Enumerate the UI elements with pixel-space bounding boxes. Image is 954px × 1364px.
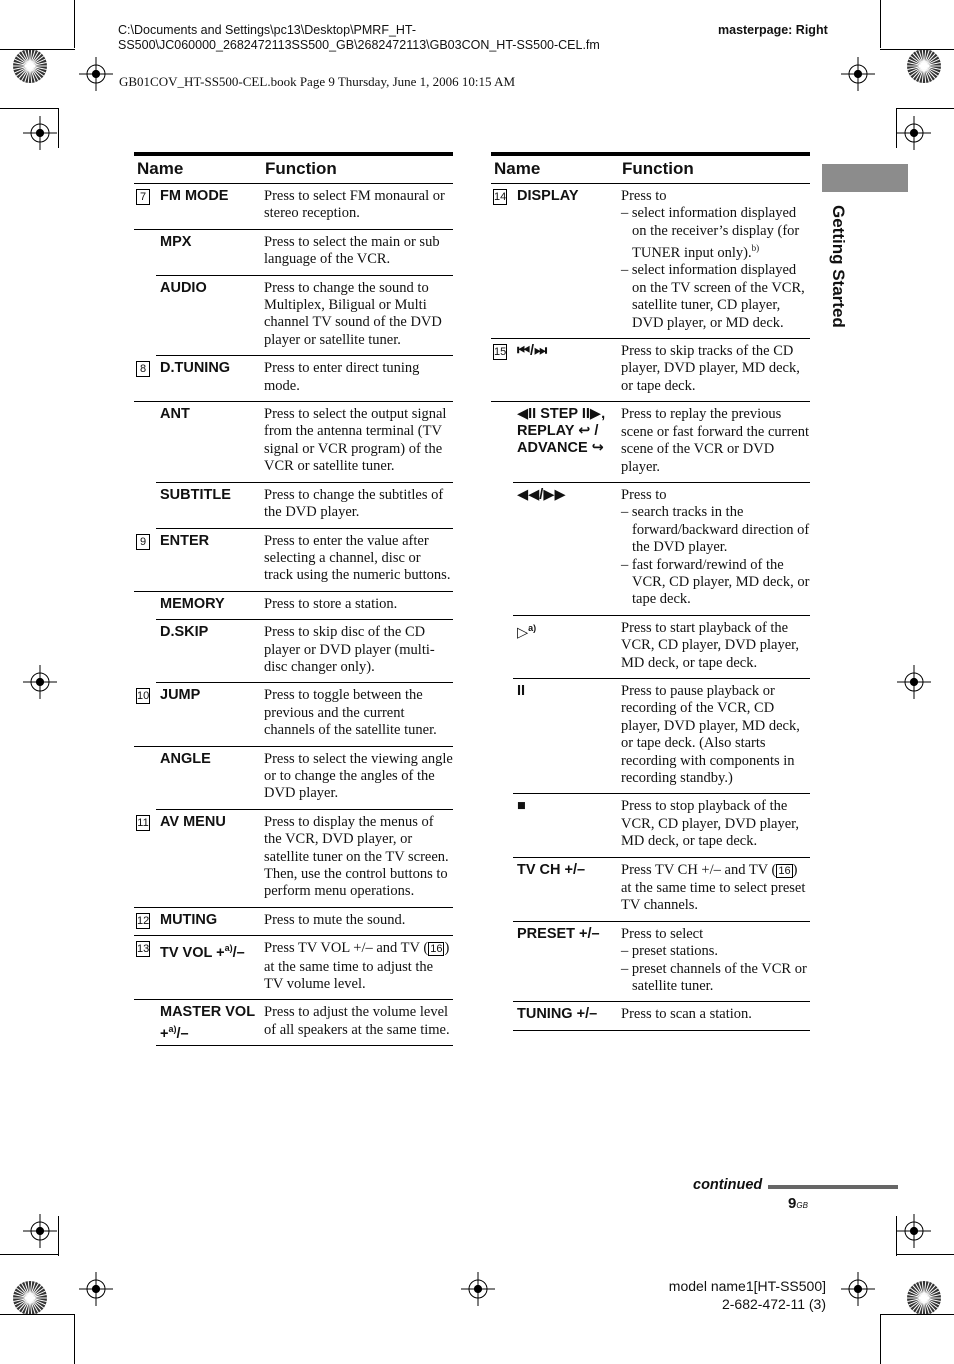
table-row [134,356,453,402]
button-function: Press to select the output signal from the antenna terminal (TV signal or VCR program) of the VCR or satellite tuner. [264,406,447,475]
button-name: TV VOL +$^{a)}$/– [160,943,245,962]
table-row [156,230,453,276]
crop-line [0,49,75,50]
registration-mark-icon [23,1214,57,1248]
table-row [513,1002,810,1030]
color-bar-mark-icon [13,49,47,83]
registration-mark-icon [841,1272,875,1306]
table-row [156,402,453,483]
page-number-value: 9 [788,1195,797,1212]
crop-line [880,1314,881,1364]
header-function: Function [265,159,337,178]
page-number [788,1195,808,1212]
button-function: Press to change the subtitles of the DVD player. [264,486,444,521]
button-name: AV MENU [160,813,226,830]
registration-mark-icon [897,1214,931,1248]
button-function: Press to enter direct tuning mode. [264,360,420,394]
button-function: Press to pause playback or recording of the VCR, CD player, DVD player, MD deck, or tape deck. (Also starts recording with components in recording standby.) [621,682,800,787]
continued-label: continued [693,1177,763,1193]
button-function: Press to select the main or sub language of the VCR. [264,233,440,268]
button-name: DISPLAY [517,188,579,204]
crop-line [58,1216,59,1256]
table-row [513,483,810,616]
page-number-suffix: GB [796,1201,808,1210]
table-row [134,908,453,936]
table-row [513,402,810,483]
table-row [513,679,810,794]
crop-line [58,108,59,148]
button-function: Press to stop playback of the VCR, CD player, DVD player, MD deck, or tape deck. [621,798,800,850]
table-row [513,794,810,857]
button-function: Press to select the viewing angle or to change the angles of the DVD player. [264,750,453,802]
left-function-table [134,152,453,1046]
model-code: 2-682-472-11 (3) [721,1296,826,1312]
crop-line [0,1254,58,1255]
button-ref: 16 [430,943,443,956]
item-number: 11 [137,816,149,829]
table-row [156,483,453,529]
button-function: Press to change the sound to Multiplex, Biligual or Multi channel TV sound of the DVD player or satellite tuner. [264,279,442,348]
button-function: Press to display the menus of the VCR, DVD player, or satellite tuner on the TV screen. Then, use the control buttons to perform menu operations. [264,813,449,900]
item-number: 15 [494,346,507,359]
table-row [491,184,810,339]
book-info-line: GB01COV_HT-SS500-CEL.book Page 9 Thursday, June 1, 2006 10:15 AM [119,74,516,89]
crop-line [896,108,954,109]
table-row [513,616,810,679]
button-name: MUTING [160,911,218,928]
registration-mark-icon [461,1272,495,1306]
button-function: Press to enter the value after selecting a channel, disc or track using the numeric buttons. [264,532,451,584]
crop-line [880,1314,954,1315]
button-name: ■ [517,798,526,815]
button-name: TUNING +/– [517,1006,598,1023]
button-function: Press to select FM monaural or stereo reception. [264,188,445,222]
button-function: Press TV VOL +/– and TV ( 16 ) at the same time to adjust the TV volume level. [264,940,450,993]
table-row [156,592,453,620]
model-name: model name1[HT-SS500] [668,1278,826,1294]
button-name: JUMP [160,687,201,704]
button-function: Press to adjust the volume level of all speakers at the same time. [264,1004,450,1038]
button-name: AUDIO [160,279,207,296]
table-row [134,936,453,1000]
table-row [491,339,810,402]
table-row [513,858,810,922]
table-row [156,1000,453,1046]
item-number: 7 [136,189,150,205]
registration-mark-icon [79,57,113,91]
button-function: Press to scan a station. [621,1006,752,1023]
table-row [156,276,453,357]
file-path: C:\Documents and Settings\pc13\Desktop\PMRF_HT-SS500\JC060000_2682472113SS500_GB\2682472113\GB03CON_HT-SS500-CEL.fm [118,23,600,52]
crop-line [74,1314,75,1364]
button-name: MEMORY [160,595,225,612]
button-name: ⏮/⏭ [517,343,548,360]
button-name: D.TUNING [160,360,231,377]
crop-line [896,1216,897,1256]
header-function: Function [622,159,694,178]
item-number: 8 [136,361,150,377]
table-row [134,810,453,908]
crop-line [0,108,58,109]
button-function: Press to skip tracks of the CD player, DVD player, MD deck, or tape deck. [621,343,800,394]
button-function: Press to – search tracks in the forward/backward direction of the DVD player. – fast forward/rewind of the VCR, CD player, MD deck, or tape deck. [621,486,810,608]
button-name: ◀II STEP II▶, REPLAY ↩ / ADVANCE ↪ [517,406,606,457]
button-function: Press to mute the sound. [264,911,406,928]
button-name: MASTER VOL +$^{a)}$/– [160,1004,255,1043]
crop-line [880,49,954,50]
table-row [156,747,453,810]
button-name: II [517,682,526,699]
table-row [156,620,453,683]
button-function: Press to – select information displayed on the receiver’s display (for TUNER input only).$^{b)}$ – select information displayed on the TV screen of the VCR, satellite tuner, CD player, DVD player, or MD deck. [621,188,805,331]
registration-mark-icon [23,665,57,699]
crop-line [0,1314,75,1315]
button-function: Press to toggle between the previous and the current channels of the satellite tuner. [264,687,437,739]
button-name: TV CH +/– [517,861,586,878]
table-row [134,184,453,230]
item-number: 12 [137,914,150,927]
button-ref: 16 [778,864,791,877]
button-function: Press to store a station. [264,595,398,612]
color-bar-mark-icon [907,49,941,83]
button-name: ◀◀/▶▶ [517,486,566,503]
registration-mark-icon [79,1272,113,1306]
button-function: Press to select – preset stations. – preset channels of the VCR or satellite tuner. [621,925,807,995]
header-name: Name [494,159,541,178]
button-name: FM MODE [160,188,229,204]
crop-line [880,0,881,48]
continued-bar [768,1185,898,1189]
button-function: Press TV CH +/– and TV ( 16 ) at the same time to select preset TV channels. [621,861,806,914]
table-header [134,152,453,184]
button-name: SUBTITLE [160,486,231,503]
item-number: 14 [494,191,507,203]
item-number: 9 [136,534,150,550]
button-function: Press to replay the previous scene or fast forward the current scene of the VCR or DVD player. [621,406,810,475]
button-name: ENTER [160,532,210,549]
button-name: PRESET +/– [517,925,600,942]
model-footer [640,1277,826,1313]
registration-mark-icon [841,57,875,91]
table-row [134,529,453,592]
button-name: MPX [160,233,192,250]
masterpage-label: masterpage: Right [718,23,828,37]
crop-line [896,1254,954,1255]
button-name: ANT [160,406,190,423]
table-row [134,683,453,746]
item-number: 10 [137,690,150,703]
registration-mark-icon [897,116,931,150]
item-number: 13 [137,943,150,956]
button-function: Press to skip disc of the CD player or DVD player (multi-disc changer only). [264,624,435,675]
button-name: ▷$^{a)}$ [517,622,537,641]
color-bar-mark-icon [907,1281,941,1315]
right-function-table [491,152,810,1031]
table-header [491,152,810,184]
crop-line [896,108,897,148]
color-bar-mark-icon [13,1281,47,1315]
button-function: Press to start playback of the VCR, CD player, DVD player, MD deck, or tape deck. [621,619,800,671]
crop-line [74,0,75,48]
header-name: Name [137,159,184,178]
registration-mark-icon [23,116,57,150]
table-row [513,922,810,1003]
section-tab-label: Getting Started [829,205,848,328]
button-name: ANGLE [160,750,211,767]
registration-mark-icon [897,665,931,699]
button-name: D.SKIP [160,624,209,641]
section-tab [822,164,908,192]
